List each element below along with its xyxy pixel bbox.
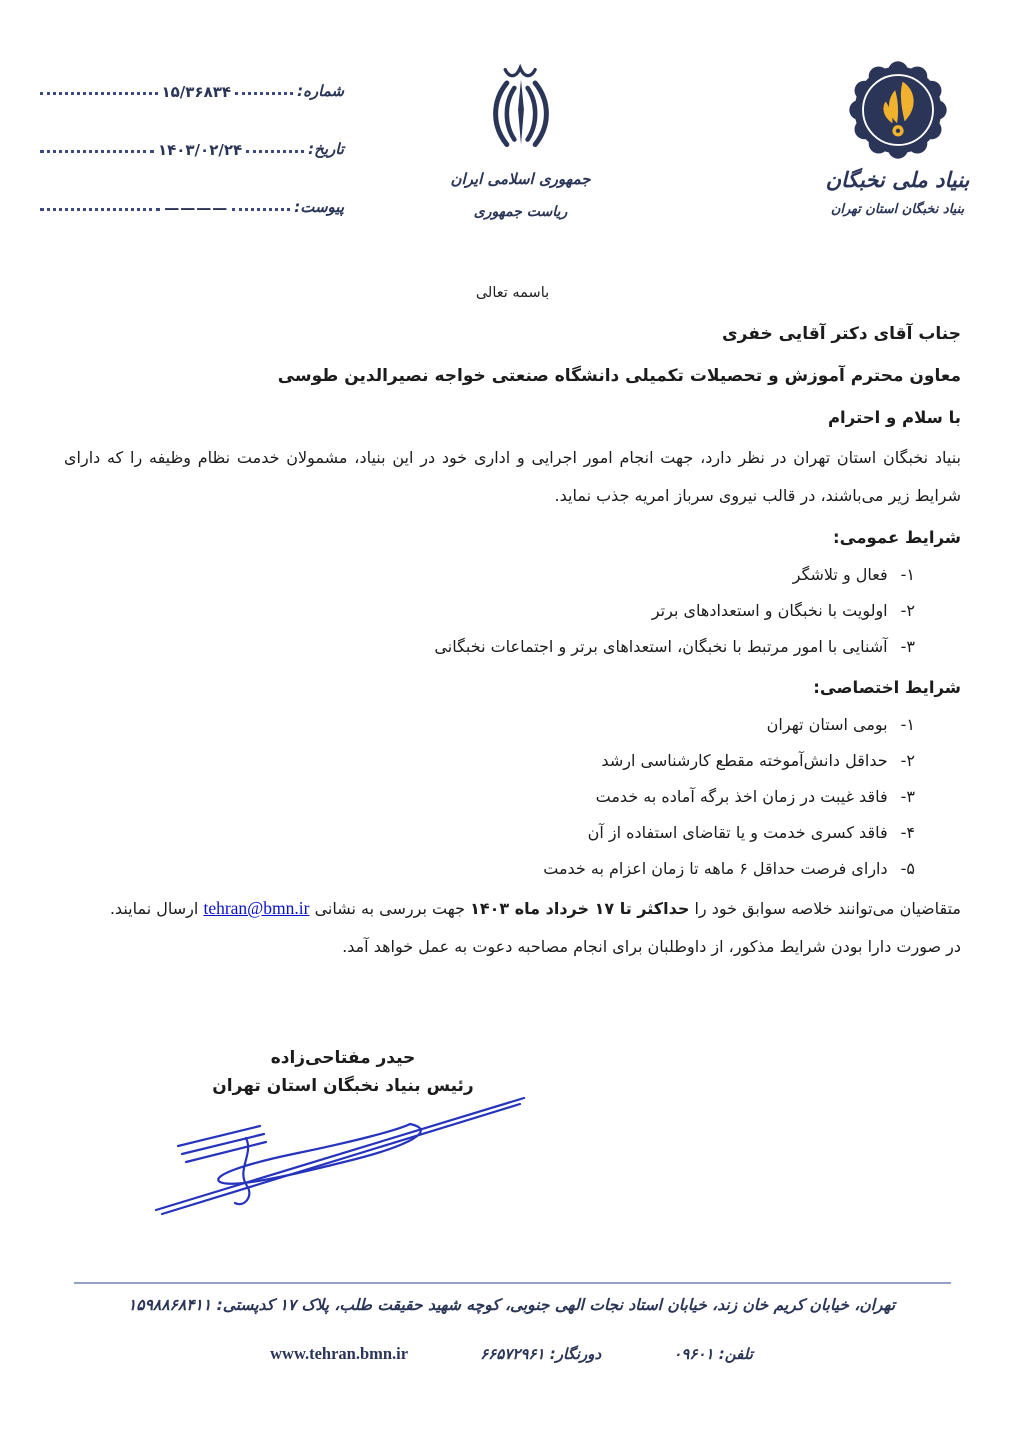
office-name: ریاست جمهوری: [473, 204, 568, 220]
email-link[interactable]: tehran@bmn.ir: [203, 898, 310, 918]
list-item: [64, 629, 961, 665]
list-item: [64, 815, 961, 851]
item-text: دارای فرصت حداقل ۶ ماهه تا زمان اعزام به خدمت: [543, 859, 888, 878]
meta-row-attachment: [36, 192, 344, 218]
dotted-leader: [40, 150, 154, 153]
salutation: با سلام و احترام: [827, 408, 961, 427]
list-item: [64, 743, 961, 779]
item-number: ۱-: [900, 565, 915, 584]
foundation-name: بنیاد ملی نخبگان: [825, 168, 970, 192]
item-text: بومی استان تهران: [766, 715, 888, 734]
meta-row-number: [36, 76, 344, 102]
dotted-leader: [235, 92, 293, 95]
number-value: ۱۵/۳۶۸۳۴: [161, 83, 232, 101]
fax-value: ۶۶۵۷۲۹۶۱: [480, 1345, 545, 1363]
phone-value: ۰۹۶۰۱: [673, 1345, 714, 1363]
attachment-label: پیوست:: [294, 198, 344, 216]
phone: [673, 1345, 753, 1363]
item-text: فاقد غیبت در زمان اخذ برگه آماده به خدمت: [595, 787, 888, 806]
item-text: حداقل دانش‌آموخته مقطع کارشناسی ارشد: [601, 751, 888, 770]
government-header: [428, 58, 613, 220]
signer-title: رئیس بنیاد نخبگان استان تهران: [212, 1076, 474, 1096]
date-label: تاریخ:: [308, 140, 344, 158]
fax-label: دورنگار:: [549, 1345, 602, 1363]
list-item: [64, 851, 961, 887]
recipient-title: معاون محترم آموزش و تحصیلات تکمیلی دانشگاه صنعتی خواجه نصیرالدین طوسی: [277, 366, 961, 386]
letterhead-meta: [36, 76, 344, 250]
item-number: ۱-: [900, 715, 915, 734]
list-item: [64, 557, 961, 593]
invocation: باسمه تعالی: [475, 285, 550, 301]
letter-body: [64, 283, 961, 966]
foundation-header: [795, 58, 1000, 217]
item-text: فاقد کسری خدمت و یا تقاضای استفاده از آن: [587, 823, 888, 842]
item-text: فعال و تلاشگر: [792, 565, 888, 584]
elites-foundation-logo: [846, 58, 950, 162]
item-number: ۲-: [900, 751, 915, 770]
item-number: ۳-: [900, 637, 915, 656]
dotted-leader: [246, 150, 304, 153]
iran-emblem-icon: [478, 58, 564, 162]
list-item: [64, 779, 961, 815]
item-number: ۴-: [900, 823, 915, 842]
date-value: ۱۴۰۳/۰۲/۲۴: [157, 141, 243, 159]
recipient-name: جناب آقای دکتر آقایی خفری: [722, 324, 961, 344]
country-name: جمهوری اسلامی ایران: [450, 170, 591, 188]
apply-text-mid: جهت بررسی به نشانی: [314, 899, 465, 918]
attachment-value: ————: [164, 199, 229, 217]
intro-paragraph: بنیاد نخبگان استان تهران در نظر دارد، جهت انجام امور اجرایی و اداری خود در این بنیاد، مشمولان خدمت نظام وظیفه را که دارای شرایط زیر می‌باشند، در قالب نیروی سرباز امریه جذب نماید.: [64, 448, 961, 505]
application-instructions: [64, 889, 961, 928]
footer-contacts: [0, 1344, 1023, 1364]
apply-text-pre: متقاضیان می‌توانند خلاصه سوابق خود را: [694, 899, 961, 918]
website-url: www.tehran.bmn.ir: [270, 1344, 409, 1363]
apply-text-post: ارسال نمایند.: [109, 899, 199, 918]
signer-name: حیدر مفتاحی‌زاده: [270, 1048, 416, 1068]
dotted-leader: [232, 208, 290, 211]
footer-address: تهران، خیابان کریم خان زند، خیابان استاد نجات الهی جنوبی، کوچه شهید حقیقت طلب، پلاک ۱۷ کدپستی: ۱۵۹۸۸۶۸۴۱۱: [127, 1296, 896, 1314]
list-item: [64, 593, 961, 629]
signature-block: [148, 1048, 538, 1222]
number-label: شماره:: [297, 82, 344, 100]
fax: [480, 1345, 601, 1363]
specific-conditions-heading: شرایط اختصاصی:: [813, 678, 961, 697]
general-conditions-heading: شرایط عمومی:: [833, 528, 961, 547]
item-text: آشنایی با امور مرتبط با نخبگان، استعداهای برتر و اجتماعات نخبگانی: [434, 637, 888, 656]
phone-label: تلفن:: [718, 1345, 753, 1363]
item-number: ۲-: [900, 601, 915, 620]
apply-deadline: حداکثر تا ۱۷ خرداد ماه ۱۴۰۳: [470, 899, 690, 918]
dotted-leader: [40, 208, 160, 211]
item-number: ۵-: [900, 859, 915, 878]
handwritten-signature: [148, 1082, 538, 1222]
interview-note: در صورت دارا بودن شرایط مذکور، از داوطلبان برای انجام مصاحبه دعوت به عمل خواهد آمد.: [342, 937, 961, 956]
item-number: ۳-: [900, 787, 915, 806]
list-item: [64, 707, 961, 743]
foundation-branch: بنیاد نخبگان استان تهران: [830, 202, 965, 217]
item-text: اولویت با نخبگان و استعدادهای برتر: [651, 601, 888, 620]
footer-divider: [74, 1282, 951, 1284]
dotted-leader: [40, 92, 158, 95]
meta-row-date: [36, 134, 344, 160]
